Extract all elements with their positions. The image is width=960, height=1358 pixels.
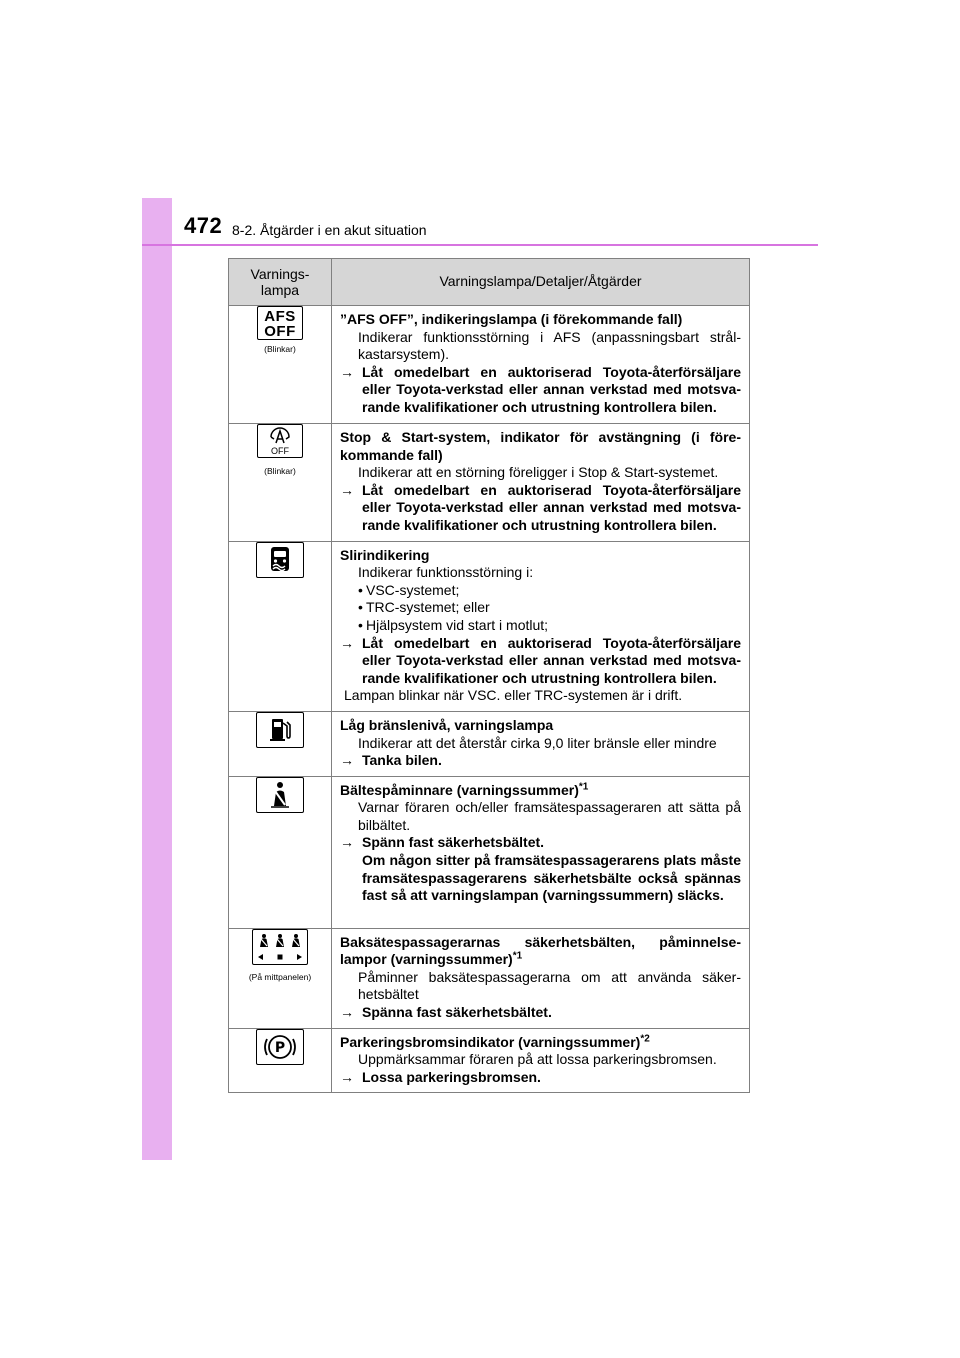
page-number: 472 <box>184 213 223 238</box>
arrow-icon: → <box>340 752 354 769</box>
table-row <box>229 424 750 542</box>
arrow-icon: → <box>340 1068 354 1085</box>
lamp-cell <box>229 306 332 424</box>
lamp-description: Uppmärksammar föraren på att lossa parkeringsbromsen. <box>358 1051 717 1068</box>
lamp-cell <box>229 776 332 928</box>
lamp-action: → Spänn fast säkerhetsbältet. <box>340 834 545 851</box>
details-cell <box>332 541 750 711</box>
list-item: • TRC-systemet; eller <box>358 599 490 616</box>
lamp-caption: (Blinkar) <box>264 465 296 476</box>
slip-indicator-icon <box>256 542 304 578</box>
seatbelt-reminder-icon <box>256 777 304 813</box>
lamp-action: → Låt omedelbart en auktoriserad Toyota-återförsäljare eller Toyota-verkstad eller annan verkstad med motsva-rande kvalifikationer och utrustning kontrollera bilen. <box>340 481 741 533</box>
chapter-sidebar-tab <box>142 198 172 1160</box>
lamp-description: Indikerar att det återstår cirka 9,0 liter bränsle eller mindre <box>358 734 717 751</box>
svg-text:P: P <box>274 1039 286 1056</box>
details-cell <box>332 1028 750 1093</box>
lamp-description: Indikerar att en störning föreligger i Stop & Start-systemet. <box>358 464 719 481</box>
lamp-action-detail: Om någon sitter på framsätespassagerarens plats måste framsätespassagerarens säkerhetsbälte också spännas fast så att varningslampan (varningssummern) släcks. <box>362 852 741 904</box>
table-row <box>229 711 750 776</box>
afs-off-icon: AFS OFF <box>257 306 303 340</box>
table-row <box>229 541 750 711</box>
lamp-title: Stop & Start-system, indikator för avstängning (i före-kommande fall) <box>340 429 741 463</box>
parking-brake-icon <box>256 1029 304 1065</box>
list-item: • Hjälpsystem vid start i motlut; <box>358 616 549 633</box>
lamp-description: Påminner baksätespassagerarna om att använda säker-hetsbältet <box>358 968 741 1003</box>
lamp-action: → Låt omedelbart en auktoriserad Toyota-återförsäljare eller Toyota-verkstad eller annan verkstad med motsva-rande kvalifikationer och utrustning kontrollera bilen. <box>340 363 741 415</box>
rear-seatbelt-reminder-icon <box>252 929 308 965</box>
column-header-lamp: Varnings- lampa <box>229 259 332 306</box>
column-header-details: Varningslampa/Detaljer/Åtgärder <box>332 259 750 306</box>
table-row <box>229 1028 750 1093</box>
lamp-note: Lampan blinkar när VSC. eller TRC-systemen är i drift. <box>344 687 683 704</box>
lamp-cell <box>229 711 332 776</box>
lamp-action: → Låt omedelbart en auktoriserad Toyota-återförsäljare eller Toyota-verkstad eller annan verkstad med motsva-rande kvalifikationer och utrustning kontrollera bilen. <box>340 634 741 686</box>
header-divider <box>142 244 818 246</box>
section-title: 8-2. Åtgärder i en akut situation <box>232 222 427 238</box>
lamp-cell <box>229 928 332 1028</box>
details-cell <box>332 306 750 424</box>
details-cell <box>332 928 750 1028</box>
lamp-action: → Lossa parkeringsbromsen. <box>340 1068 541 1085</box>
lamp-description: Indikerar funktionsstörning i AFS (anpassningsbart strål-kastarsystem). <box>358 328 741 363</box>
arrow-icon: → <box>340 634 354 651</box>
stop-start-off-icon: OFF <box>257 424 303 458</box>
details-cell <box>332 711 750 776</box>
lamp-caption: (På mittpanelen) <box>248 972 312 983</box>
list-item: • VSC-systemet; <box>358 581 460 598</box>
low-fuel-icon <box>256 712 304 748</box>
arrow-icon: → <box>340 834 354 851</box>
table-row <box>229 776 750 928</box>
table-header-row <box>229 259 750 306</box>
details-cell <box>332 424 750 542</box>
warning-lamp-table <box>228 258 750 1093</box>
arrow-icon: → <box>340 481 354 498</box>
table-row <box>229 928 750 1028</box>
arrow-icon: → <box>340 363 354 380</box>
lamp-description: Varnar föraren och/eller framsätespassageraren att sätta på bilbältet. <box>358 799 741 833</box>
table-row <box>229 306 750 424</box>
lamp-cell <box>229 1028 332 1093</box>
arrow-icon: → <box>340 1004 354 1021</box>
lamp-action: → Tanka bilen. <box>340 752 442 769</box>
lamp-title: Slirindikering <box>340 546 430 563</box>
lamp-cell <box>229 424 332 542</box>
lamp-description: Indikerar funktionsstörning i: <box>358 564 534 581</box>
lamp-caption: (Blinkar) <box>264 343 296 354</box>
lamp-title: Låg bränslenivå, varningslampa <box>340 716 554 733</box>
lamp-cell <box>229 541 332 711</box>
lamp-title: ”AFS OFF”, indikeringslampa (i förekommande fall) <box>340 311 683 327</box>
lamp-title: Baksätespassagerarnas säkerhetsbälten, påminnelse-lampor (varningssummer)$^{*1}$ <box>340 933 741 968</box>
details-cell <box>332 776 750 928</box>
lamp-action: → Spänna fast säkerhetsbältet. <box>340 1004 552 1021</box>
lamp-title: Parkeringsbromsindikator (varningssummer)$^{*2}$ <box>340 1033 650 1050</box>
lamp-title: Bältespåminnare (varningssummer)$^{*1}$ <box>340 781 589 798</box>
